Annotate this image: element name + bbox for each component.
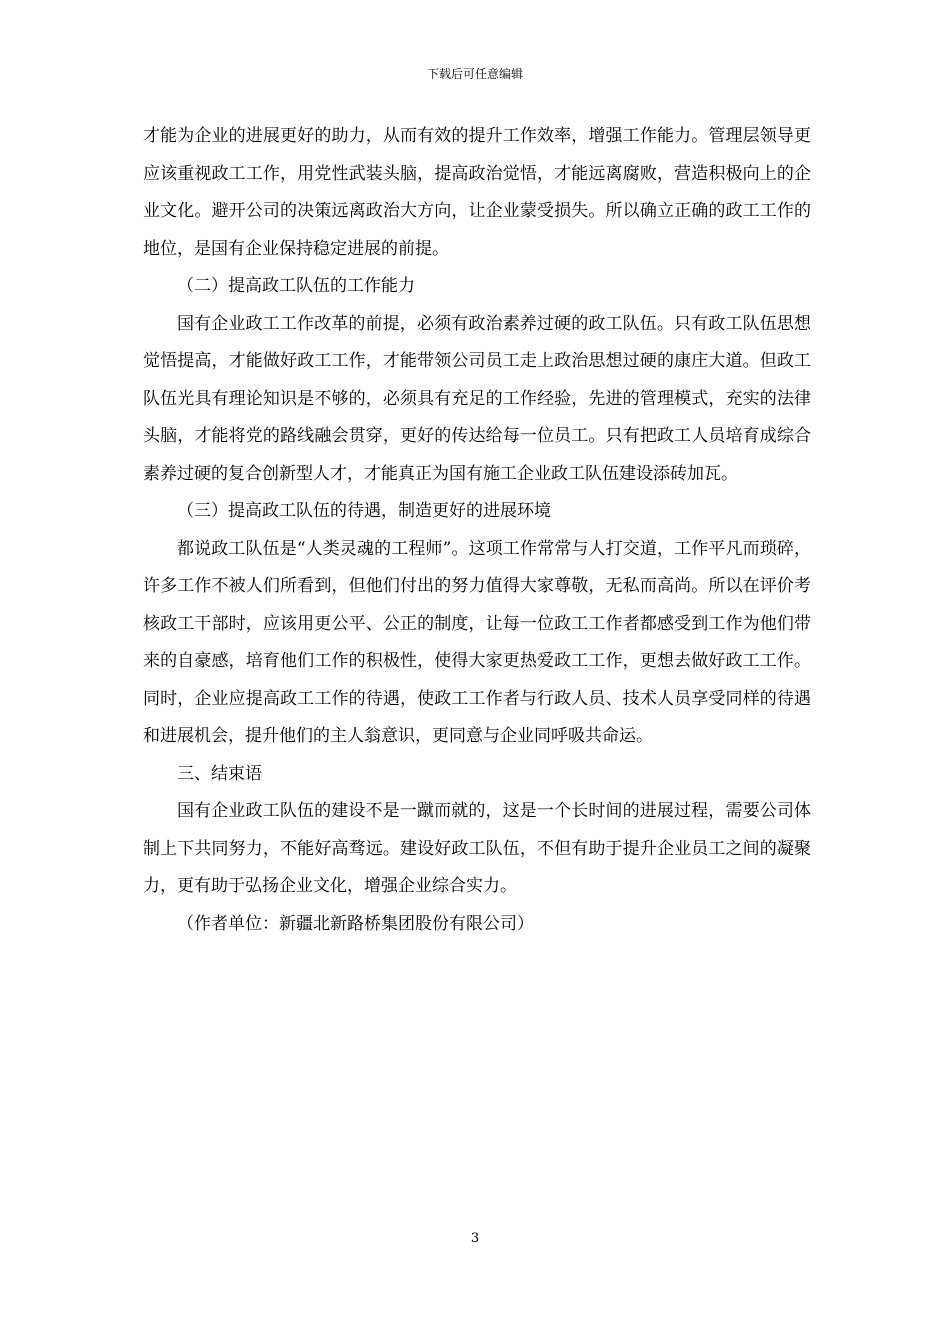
body-paragraph: 国有企业政工工作改革的前提，必须有政治素养过硬的政工队伍。只有政工队伍思想觉悟提高，才能做好政工工作，才能带领公司员工走上政治思想过硬的康庄大道。但政工队伍光具有理论知识是不够的，必须具有充足的工作经验，先进的管理模式，充实的法律头脑，才能将党的路线融会贯穿，更好的传达给每一位员工。只有把政工人员培育成综合素养过硬的复合创新型人才，才能真正为国有施工企业政工队伍建设添砖加瓦。 [143, 313, 811, 484]
body-paragraph: 国有企业政工队伍的建设不是一蹴而就的，这是一个长时间的进展过程，需要公司体制上下共同努力，不能好高骛远。建设好政工队伍，不但有助于提升企业员工之间的凝聚力，更有助于弘扬企业文化，增强企业综合实力。 [143, 801, 811, 896]
document-body [143, 118, 811, 943]
author-affiliation: （作者单位：新疆北新路桥集团股份有限公司） [177, 913, 534, 934]
body-paragraph-continued: 才能为企业的进展更好的助力，从而有效的提升工作效率，增强工作能力。管理层领导更应该重视政工工作，用党性武装头脑，提高政治觉悟，才能远离腐败，营造积极向上的企业文化。避开公司的决策远离政治大方向，让企业蒙受损失。所以确立正确的政工工作的地位，是国有企业保持稳定进展的前提。 [143, 126, 811, 259]
section-heading-2: （二）提高政工队伍的工作能力 [177, 276, 415, 296]
page-number: 3 [470, 1231, 480, 1246]
page-header: 下载后可任意编辑 [426, 67, 523, 81]
conclusion-heading: 三、结束语 [177, 763, 262, 784]
section-heading-3: （三）提高政工队伍的待遇，制造更好的进展环境 [177, 501, 551, 521]
body-paragraph: 都说政工队伍是“人类灵魂的工程师”。这项工作常常与人打交道，工作平凡而琐碎，许多工作不被人们所看到，但他们付出的努力值得大家尊敬，无私而高尚。所以在评价考核政工干部时，应该用更公平、公正的制度，让每一位政工工作者都感受到工作为他们带来的自豪感，培育他们工作的积极性，使得大家更热爱政工工作，更想去做好政工工作。同时，企业应提高政工工作的待遇，使政工工作者与行政人员、技术人员享受同样的待遇和进展机会，提升他们的主人翁意识，更同意与企业同呼吸共命运。 [143, 538, 811, 746]
